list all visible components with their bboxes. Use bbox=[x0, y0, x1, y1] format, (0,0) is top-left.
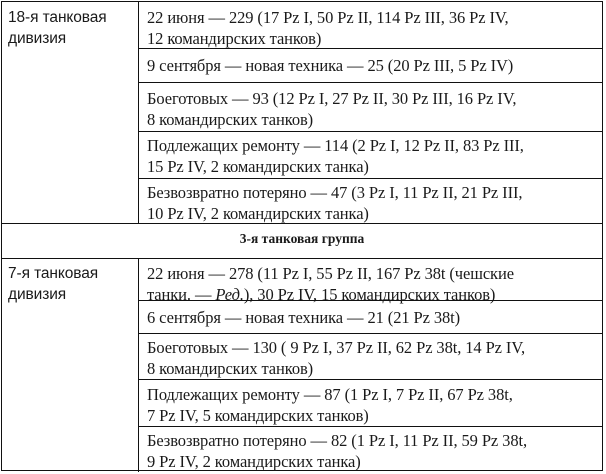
row-line: 15 Pz IV, 2 командирских танка) bbox=[147, 157, 369, 176]
row-text: ), 30 Pz IV, 15 командирских танков) bbox=[243, 285, 496, 304]
row-line: 22 июня — 229 (17 Pz I, 50 Pz II, 114 Pz III, 36 Pz IV, bbox=[147, 8, 509, 27]
row-line: 22 июня — 278 (11 Pz I, 55 Pz II, 167 Pz 38t (чешские bbox=[147, 264, 514, 283]
row-line: Подлежащих ремонту — 87 (1 Pz I, 7 Pz II, 67 Pz 38t, bbox=[147, 385, 513, 404]
row-line: 9 Pz IV, 2 командирских танка) bbox=[147, 452, 361, 471]
editor-note: Ред. bbox=[215, 285, 244, 304]
tank-table bbox=[1, 1, 603, 471]
row-line: Боеготовых — 130 ( 9 Pz I, 37 Pz II, 62 Pz 38t, 14 Pz IV, bbox=[147, 338, 526, 357]
column-divider bbox=[138, 2, 139, 223]
row-line: Безвозвратно потеряно — 47 (3 Pz I, 11 Pz II, 21 Pz III, bbox=[147, 183, 523, 202]
section-divider bbox=[2, 258, 602, 259]
row-line: Безвозвратно потеряно — 82 (1 Pz I, 11 Pz II, 59 Pz 38t, bbox=[147, 431, 527, 450]
table-row bbox=[147, 182, 522, 224]
row-divider bbox=[138, 48, 602, 49]
table-row bbox=[147, 55, 513, 76]
row-divider bbox=[138, 379, 602, 380]
division-line: 7-я танковая bbox=[8, 265, 99, 282]
table-row bbox=[147, 307, 460, 328]
table-row bbox=[147, 88, 516, 130]
table-row bbox=[147, 430, 527, 472]
row-line: 10 Pz IV, 2 командирских танка) bbox=[147, 204, 369, 223]
table-row bbox=[147, 263, 514, 305]
row-divider bbox=[138, 300, 602, 301]
table-row bbox=[147, 337, 525, 379]
table-row bbox=[147, 7, 509, 49]
group-header: 3-я танковая группа bbox=[239, 231, 365, 246]
row-line: 6 сентября — новая техника — 21 (21 Pz 38t) bbox=[147, 308, 461, 327]
row-divider bbox=[138, 426, 602, 427]
row-line: Подлежащих ремонту — 114 (2 Pz I, 12 Pz II, 83 Pz III, bbox=[147, 136, 524, 155]
row-divider bbox=[138, 178, 602, 179]
row-line bbox=[147, 284, 514, 305]
row-divider bbox=[138, 131, 602, 132]
table-row bbox=[147, 384, 513, 426]
row-line: 8 командирских танков) bbox=[147, 359, 314, 378]
row-divider bbox=[138, 82, 602, 83]
row-divider bbox=[138, 333, 602, 334]
row-line: Боеготовых — 93 (12 Pz I, 27 Pz II, 30 Pz III, 16 Pz IV, bbox=[147, 89, 517, 108]
section-divider bbox=[2, 223, 602, 224]
division-label-18 bbox=[8, 7, 107, 49]
row-line: 8 командирских танков) bbox=[147, 110, 314, 129]
row-line: 12 командирских танков) bbox=[147, 29, 322, 48]
division-line: дивизия bbox=[8, 286, 67, 303]
table-row bbox=[147, 135, 524, 177]
division-label-7 bbox=[8, 263, 98, 305]
row-line: 9 сентября — новая техника — 25 (20 Pz III, 5 Pz IV) bbox=[147, 56, 514, 75]
division-line: дивизия bbox=[8, 30, 67, 47]
column-divider bbox=[138, 258, 139, 472]
row-line: 7 Pz IV, 5 командирских танков) bbox=[147, 406, 369, 425]
division-line: 18-я танковая bbox=[8, 9, 107, 26]
row-text: танки. — bbox=[147, 285, 216, 304]
